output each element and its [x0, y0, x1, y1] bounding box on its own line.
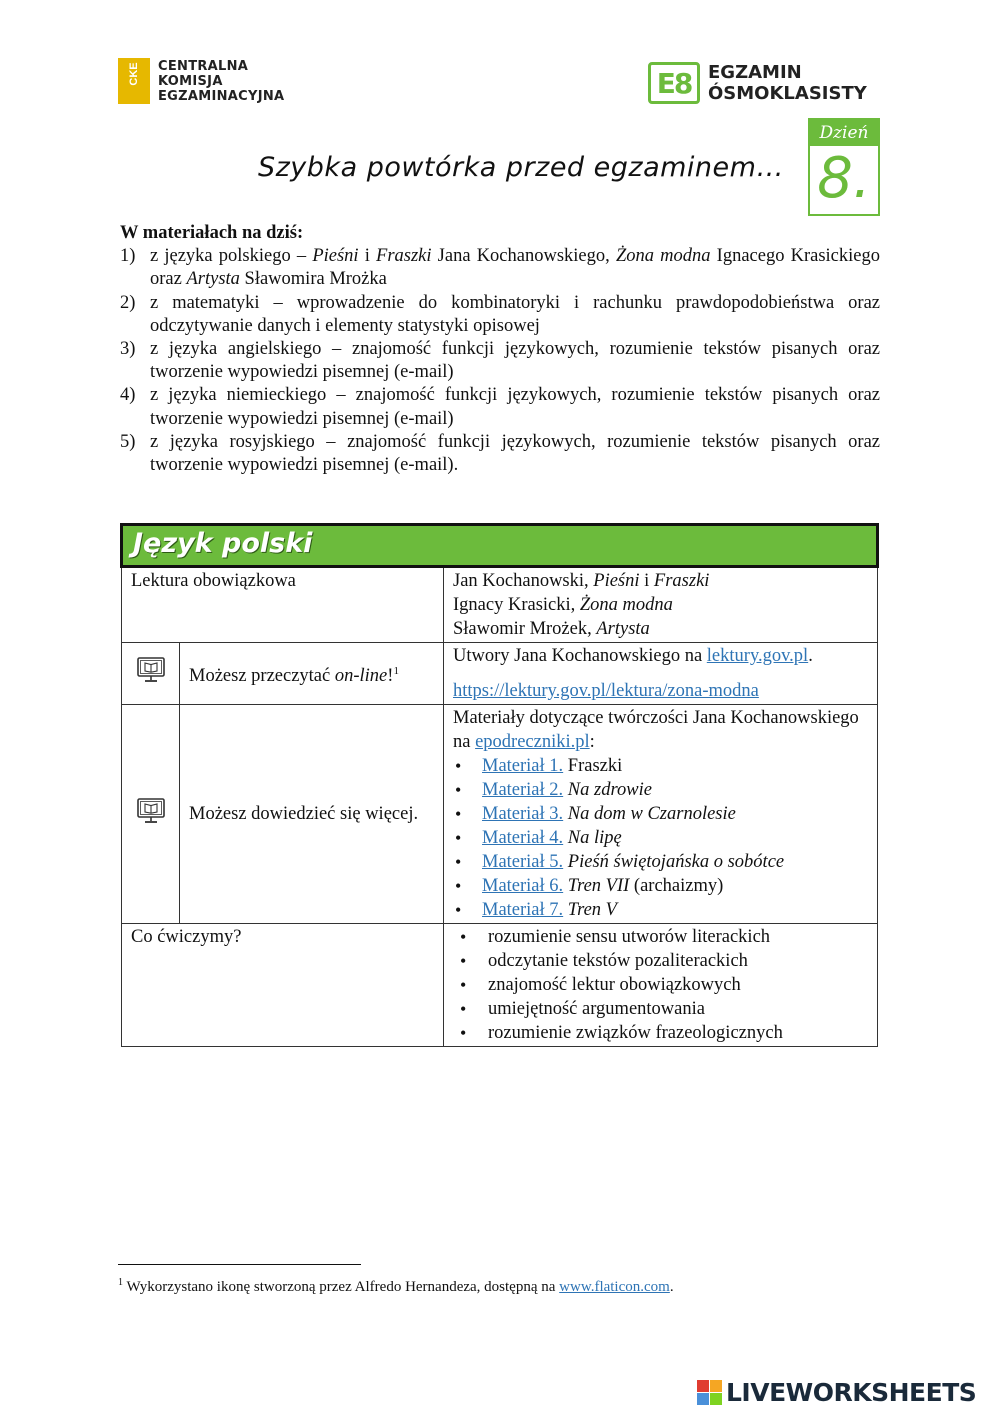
- online-em: on-line: [334, 666, 388, 687]
- e8-logo-mark: E8: [648, 62, 700, 104]
- item-text: z języka polskiego –: [150, 246, 313, 267]
- more-intro: [453, 706, 868, 754]
- footnote-divider: [118, 1264, 361, 1265]
- item-title: Żona modna: [615, 246, 711, 267]
- footnote-number: 1: [118, 1277, 123, 1288]
- cke-line: CENTRALNA: [158, 58, 249, 74]
- lektura-label: Lektura obowiązkowa: [122, 567, 444, 643]
- material-title: Na dom w Czarnolesie: [567, 804, 736, 824]
- online-label: [180, 643, 444, 705]
- day-number: 8.: [817, 146, 871, 211]
- work-title: Pieśni: [593, 571, 640, 591]
- cke-line: KOMISJA: [158, 73, 223, 89]
- author: Ignacy Krasicki,: [453, 595, 580, 615]
- item-number: 3): [120, 339, 136, 360]
- material-extra: (archaizmy): [629, 876, 724, 896]
- item-text: z języka niemieckiego – znajomość funkcji językowych, rozumienie tekstów pisanych oraz tworzenie wypowiedzi pisemnej (e-mail): [150, 385, 880, 429]
- list-item: [453, 874, 868, 898]
- material-link[interactable]: Materiał 4.: [482, 828, 564, 848]
- work-title: Artysta: [596, 619, 650, 639]
- online-line: [453, 679, 868, 703]
- online-icon-cell: [122, 643, 180, 705]
- table-row-online: [122, 643, 878, 705]
- material-title: Na lipę: [567, 828, 622, 848]
- cke-line: EGZAMINACYJNA: [158, 88, 285, 104]
- skills-list: [453, 925, 868, 1045]
- online-text: Utwory Jana Kochanowskiego na: [453, 646, 707, 666]
- spacer: [453, 668, 868, 679]
- cke-logo-text: [158, 59, 284, 104]
- lektura-line: [453, 569, 868, 593]
- day-badge: [808, 118, 880, 216]
- item-number: 1): [120, 246, 136, 267]
- item-text: i: [358, 246, 377, 267]
- intro-section: [120, 222, 880, 477]
- author: Sławomir Mrożek,: [453, 619, 597, 639]
- more-intro-text: Materiały dotyczące twórczości Jana Kochanowskiego na: [453, 708, 859, 752]
- list-item: • rozumienie związków frazeologicznych: [453, 1021, 868, 1045]
- material-title: Tren V: [567, 900, 617, 920]
- item-title: Fraszki: [376, 246, 432, 267]
- epodreczniki-link[interactable]: epodreczniki.pl: [475, 732, 590, 752]
- lw-tile: [697, 1393, 709, 1405]
- liveworksheets-mark: [697, 1380, 722, 1405]
- more-icon-cell: [122, 705, 180, 924]
- list-item: [453, 802, 868, 826]
- material-link[interactable]: Materiał 7.: [482, 900, 564, 920]
- page-title: Szybka powtórka przed egzaminem…: [258, 152, 784, 183]
- monitor-book-icon: [136, 655, 166, 685]
- item-number: 4): [120, 385, 136, 406]
- liveworksheets-text: LIVEWORKSHEETS: [726, 1378, 977, 1407]
- online-text: Możesz przeczytać: [189, 666, 335, 687]
- item-number: 5): [120, 431, 136, 452]
- table-row-more: [122, 705, 878, 924]
- punct: .: [808, 646, 813, 666]
- list-item: [453, 850, 868, 874]
- item-text: z języka rosyjskiego – znajomość funkcji językowych, rozumienie tekstów pisanych oraz tworzenie wypowiedzi pisemnej (e-mail).: [150, 431, 880, 476]
- list-item: [453, 898, 868, 922]
- list-item: [453, 754, 868, 778]
- punct: .: [669, 1279, 674, 1295]
- material-link[interactable]: Materiał 1.: [482, 756, 564, 776]
- material-link[interactable]: Materiał 6.: [482, 876, 564, 896]
- cke-logo-mark: CKE: [118, 58, 150, 104]
- lw-tile: [697, 1380, 709, 1392]
- list-item: [453, 778, 868, 802]
- monitor-book-icon: [136, 796, 166, 826]
- e8-line: EGZAMIN: [708, 62, 802, 83]
- online-text: !: [387, 666, 394, 687]
- intro-heading: W materiałach na dziś:: [120, 223, 304, 243]
- lektura-list: [444, 567, 878, 643]
- e8-line: ÓSMOKLASISTY: [708, 83, 867, 104]
- footnote: [118, 1273, 674, 1297]
- material-title: Na zdrowie: [567, 780, 652, 800]
- list-item: • znajomość lektur obowiązkowych: [453, 973, 868, 997]
- table-row-skills: [122, 924, 878, 1047]
- footnote-text: Wykorzystano ikonę stworzoną przez Alfredo Hernandeza, dostępną na: [123, 1279, 560, 1295]
- material-title: Pieśń świętojańska o sobótce: [567, 852, 785, 872]
- item-title: Pieśni: [312, 246, 359, 267]
- list-item: • umiejętność argumentowania: [453, 997, 868, 1021]
- material-link[interactable]: Materiał 5.: [482, 852, 564, 872]
- item-title: Artysta: [186, 269, 240, 290]
- item-number: 2): [120, 292, 136, 313]
- material-link[interactable]: Materiał 3.: [482, 804, 564, 824]
- list-item: • rozumienie sensu utworów literackich: [453, 925, 868, 949]
- section-title: Język polski: [133, 528, 313, 559]
- polish-table: [120, 523, 879, 1047]
- list-item: [120, 431, 880, 477]
- zona-modna-link[interactable]: https://lektury.gov.pl/lektura/zona-modna: [453, 681, 759, 701]
- work-title: Żona modna: [579, 595, 673, 615]
- author: Jan Kochanowski,: [453, 571, 594, 591]
- item-text: z języka angielskiego – znajomość funkcji językowych, rozumienie tekstów pisanych oraz tworzenie wypowiedzi pisemnej (e-mail): [150, 339, 880, 383]
- item-text: Jana Kochanowskiego,: [431, 246, 616, 267]
- materials-list: [453, 754, 868, 922]
- lw-tile: [710, 1393, 722, 1405]
- item-text: Ignacego Krasickiego oraz: [150, 246, 880, 290]
- material-title: Tren VII: [567, 876, 630, 896]
- intro-list: [120, 245, 880, 477]
- flaticon-link[interactable]: www.flaticon.com: [559, 1279, 670, 1295]
- lektury-link[interactable]: lektury.gov.pl: [706, 646, 809, 666]
- conj: i: [639, 571, 654, 591]
- list-item: [120, 338, 880, 384]
- list-item: • odczytanie tekstów pozaliterackich: [453, 949, 868, 973]
- table-section-header: [122, 525, 878, 567]
- list-item: [120, 292, 880, 338]
- cke-logo: [118, 58, 284, 104]
- item-text: z matematyki – wprowadzenie do kombinatoryki i rachunku prawdopodobieństwa oraz odczytywanie danych i elementy statystyki opisowej: [150, 292, 880, 336]
- punct: :: [589, 732, 595, 752]
- footnote-ref: 1: [393, 664, 399, 677]
- liveworksheets-logo: [697, 1378, 976, 1407]
- table-row-lektura: [122, 567, 878, 643]
- material-title: Fraszki: [567, 756, 623, 776]
- work-title: Fraszki: [653, 571, 710, 591]
- e8-logo-text: [708, 62, 867, 104]
- section-header-cell: [122, 525, 878, 567]
- day-label: Dzień: [810, 120, 878, 146]
- list-item: [120, 245, 880, 291]
- skills-list-cell: [444, 924, 878, 1047]
- list-item: [120, 384, 880, 430]
- lektura-line: [453, 617, 868, 641]
- more-label: Możesz dowiedzieć się więcej.: [180, 705, 444, 924]
- lw-tile: [710, 1380, 722, 1392]
- lektura-line: [453, 593, 868, 617]
- list-item: [453, 826, 868, 850]
- item-text: Sławomira Mrożka: [239, 269, 387, 290]
- online-line: [453, 644, 868, 668]
- e8-logo: [648, 62, 867, 104]
- material-link[interactable]: Materiał 2.: [482, 780, 564, 800]
- skills-label: Co ćwiczymy?: [122, 924, 444, 1047]
- more-materials: [444, 705, 878, 924]
- online-links: [444, 643, 878, 705]
